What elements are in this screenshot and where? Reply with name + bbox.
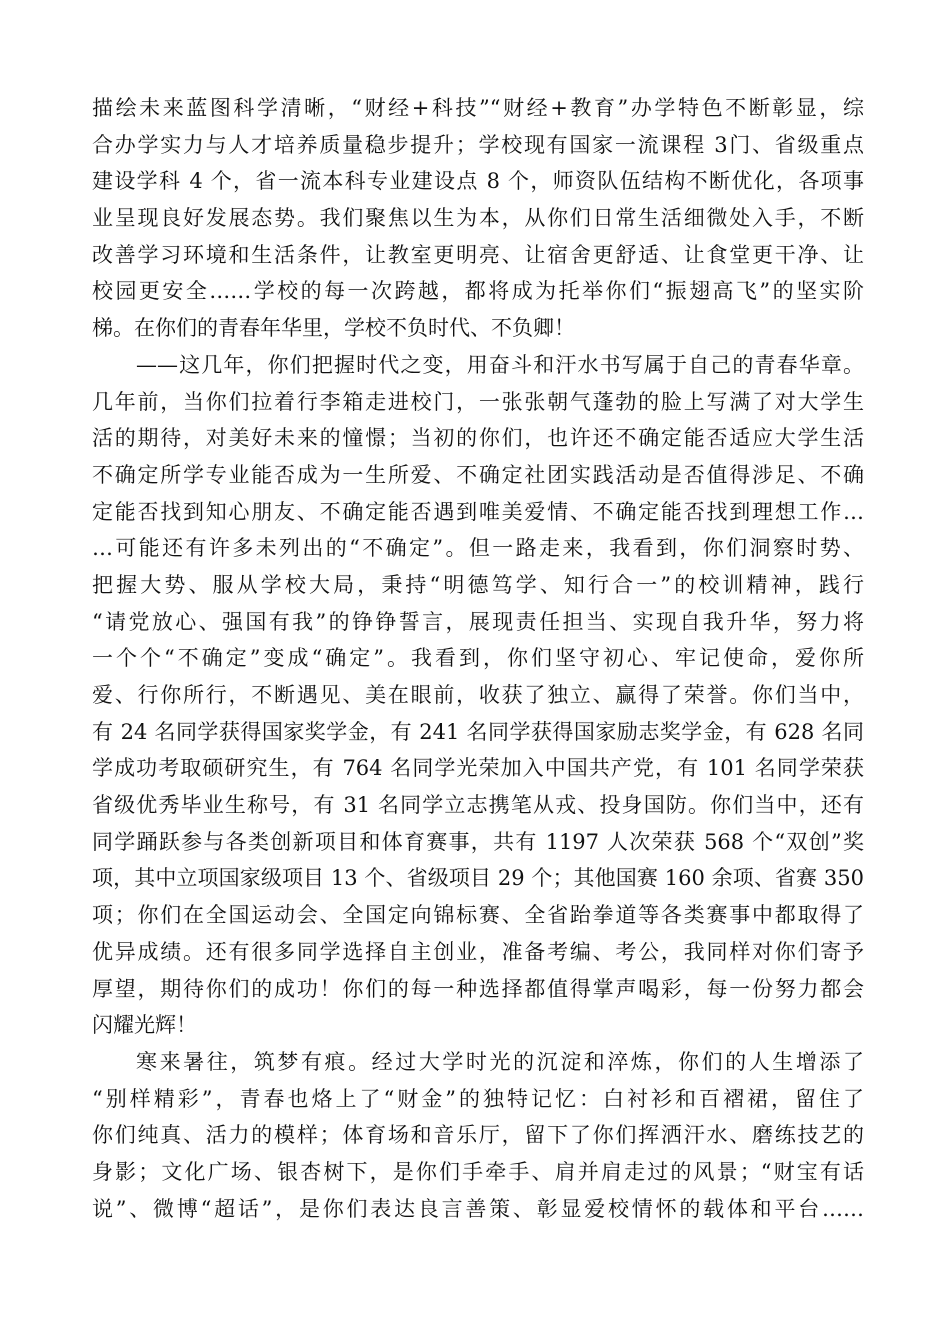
text-line: “请党放心、强国有我”的铮铮誓言，展现责任担当、实现自我升华，努力将 (92, 609, 864, 634)
text-line: 定能否找到知心朋友、不确定能否遇到唯美爱情、不确定能否找到理想工作… (92, 499, 864, 524)
text-line: 建设学科 4 个，省一流本科专业建设点 8 个，师资队伍结构不断优化，各项事 (92, 169, 864, 194)
text-line: 校园更安全……学校的每一次跨越，都将成为托举你们“振翅高飞”的坚实阶 (92, 279, 864, 304)
text-line: 梯。在你们的青春年华里，学校不负时代、不负卿！ (92, 316, 575, 341)
text-line: 闪耀光辉！ (92, 1013, 197, 1038)
text-line: 你们纯真、活力的模样；体育场和音乐厅，留下了你们挥洒汗水、磨练技艺的 (92, 1123, 864, 1148)
paragraph (92, 347, 864, 1044)
text-line: 活的期待，对美好未来的憧憬；当初的你们，也许还不确定能否适应大学生活 (92, 426, 864, 451)
text-line: 厚望，期待你们的成功！你们的每一种选择都值得掌声喝彩，每一份努力都会 (92, 976, 864, 1001)
text-line: 一个个“不确定”变成“确定”。我看到，你们坚守初心、牢记使命，爱你所 (92, 646, 864, 671)
text-line: 身影；文化广场、银杏树下，是你们手牵手、肩并肩走过的风景；“财宝有话 (92, 1159, 864, 1184)
text-line: 合办学实力与人才培养质量稳步提升；学校现有国家一流课程 3门、省级重点 (92, 132, 864, 157)
document-body (92, 90, 864, 1227)
paragraph (92, 90, 864, 347)
text-line: ——这几年，你们把握时代之变，用奋斗和汗水书写属于自己的青春华章。 (136, 352, 864, 377)
text-line: 业呈现良好发展态势。我们聚焦以生为本，从你们日常生活细微处入手，不断 (92, 206, 864, 231)
text-line: 省级优秀毕业生称号，有 31 名同学立志携笔从戎、投身国防。你们当中，还有 (92, 793, 864, 818)
text-line: 项，其中立项国家级项目 13 个、省级项目 29 个；其他国赛 160 余项、省赛 350 (92, 866, 864, 891)
text-line: 几年前，当你们拉着行李箱走进校门，一张张朝气蓬勃的脸上写满了对大学生 (92, 389, 864, 414)
text-line: 把握大势、服从学校大局，秉持“明德笃学、知行合一”的校训精神，践行 (92, 572, 864, 597)
text-line: 项；你们在全国运动会、全国定向锦标赛、全省跆拳道等各类赛事中都取得了 (92, 903, 864, 928)
text-line: 学成功考取硕研究生，有 764 名同学光荣加入中国共产党，有 101 名同学荣获 (92, 756, 864, 781)
paragraph (92, 1044, 864, 1227)
text-line: 改善学习环境和生活条件，让教室更明亮、让宿舍更舒适、让食堂更干净、让 (92, 242, 864, 267)
text-line: 寒来暑往，筑梦有痕。经过大学时光的沉淀和淬炼，你们的人生增添了 (136, 1049, 864, 1074)
text-line: …可能还有许多未列出的“不确定”。但一路走来，我看到，你们洞察时势、 (92, 536, 864, 561)
text-line: 同学踊跃参与各类创新项目和体育赛事，共有 1197 人次荣获 568 个“双创”奖 (92, 829, 864, 854)
text-line: 有 24 名同学获得国家奖学金，有 241 名同学获得国家励志奖学金，有 628 名同 (92, 719, 864, 744)
text-line: 描绘未来蓝图科学清晰，“财经+科技”“财经+教育”办学特色不断彰显，综 (92, 96, 864, 120)
text-line: 爱、行你所行，不断遇见、美在眼前，收获了独立、赢得了荣誉。你们当中， (92, 683, 864, 707)
text-line: “别样精彩”，青春也烙上了“财金”的独特记忆：白衬衫和百褶裙，留住了 (92, 1086, 864, 1111)
text-line: 优异成绩。还有很多同学选择自主创业，准备考编、考公，我同样对你们寄予 (92, 939, 864, 964)
text-line: 说”、微博“超话”，是你们表达良言善策、彰显爱校情怀的载体和平台…… (92, 1196, 864, 1221)
text-line: 不确定所学专业能否成为一生所爱、不确定社团实践活动是否值得涉足、不确 (92, 462, 864, 487)
